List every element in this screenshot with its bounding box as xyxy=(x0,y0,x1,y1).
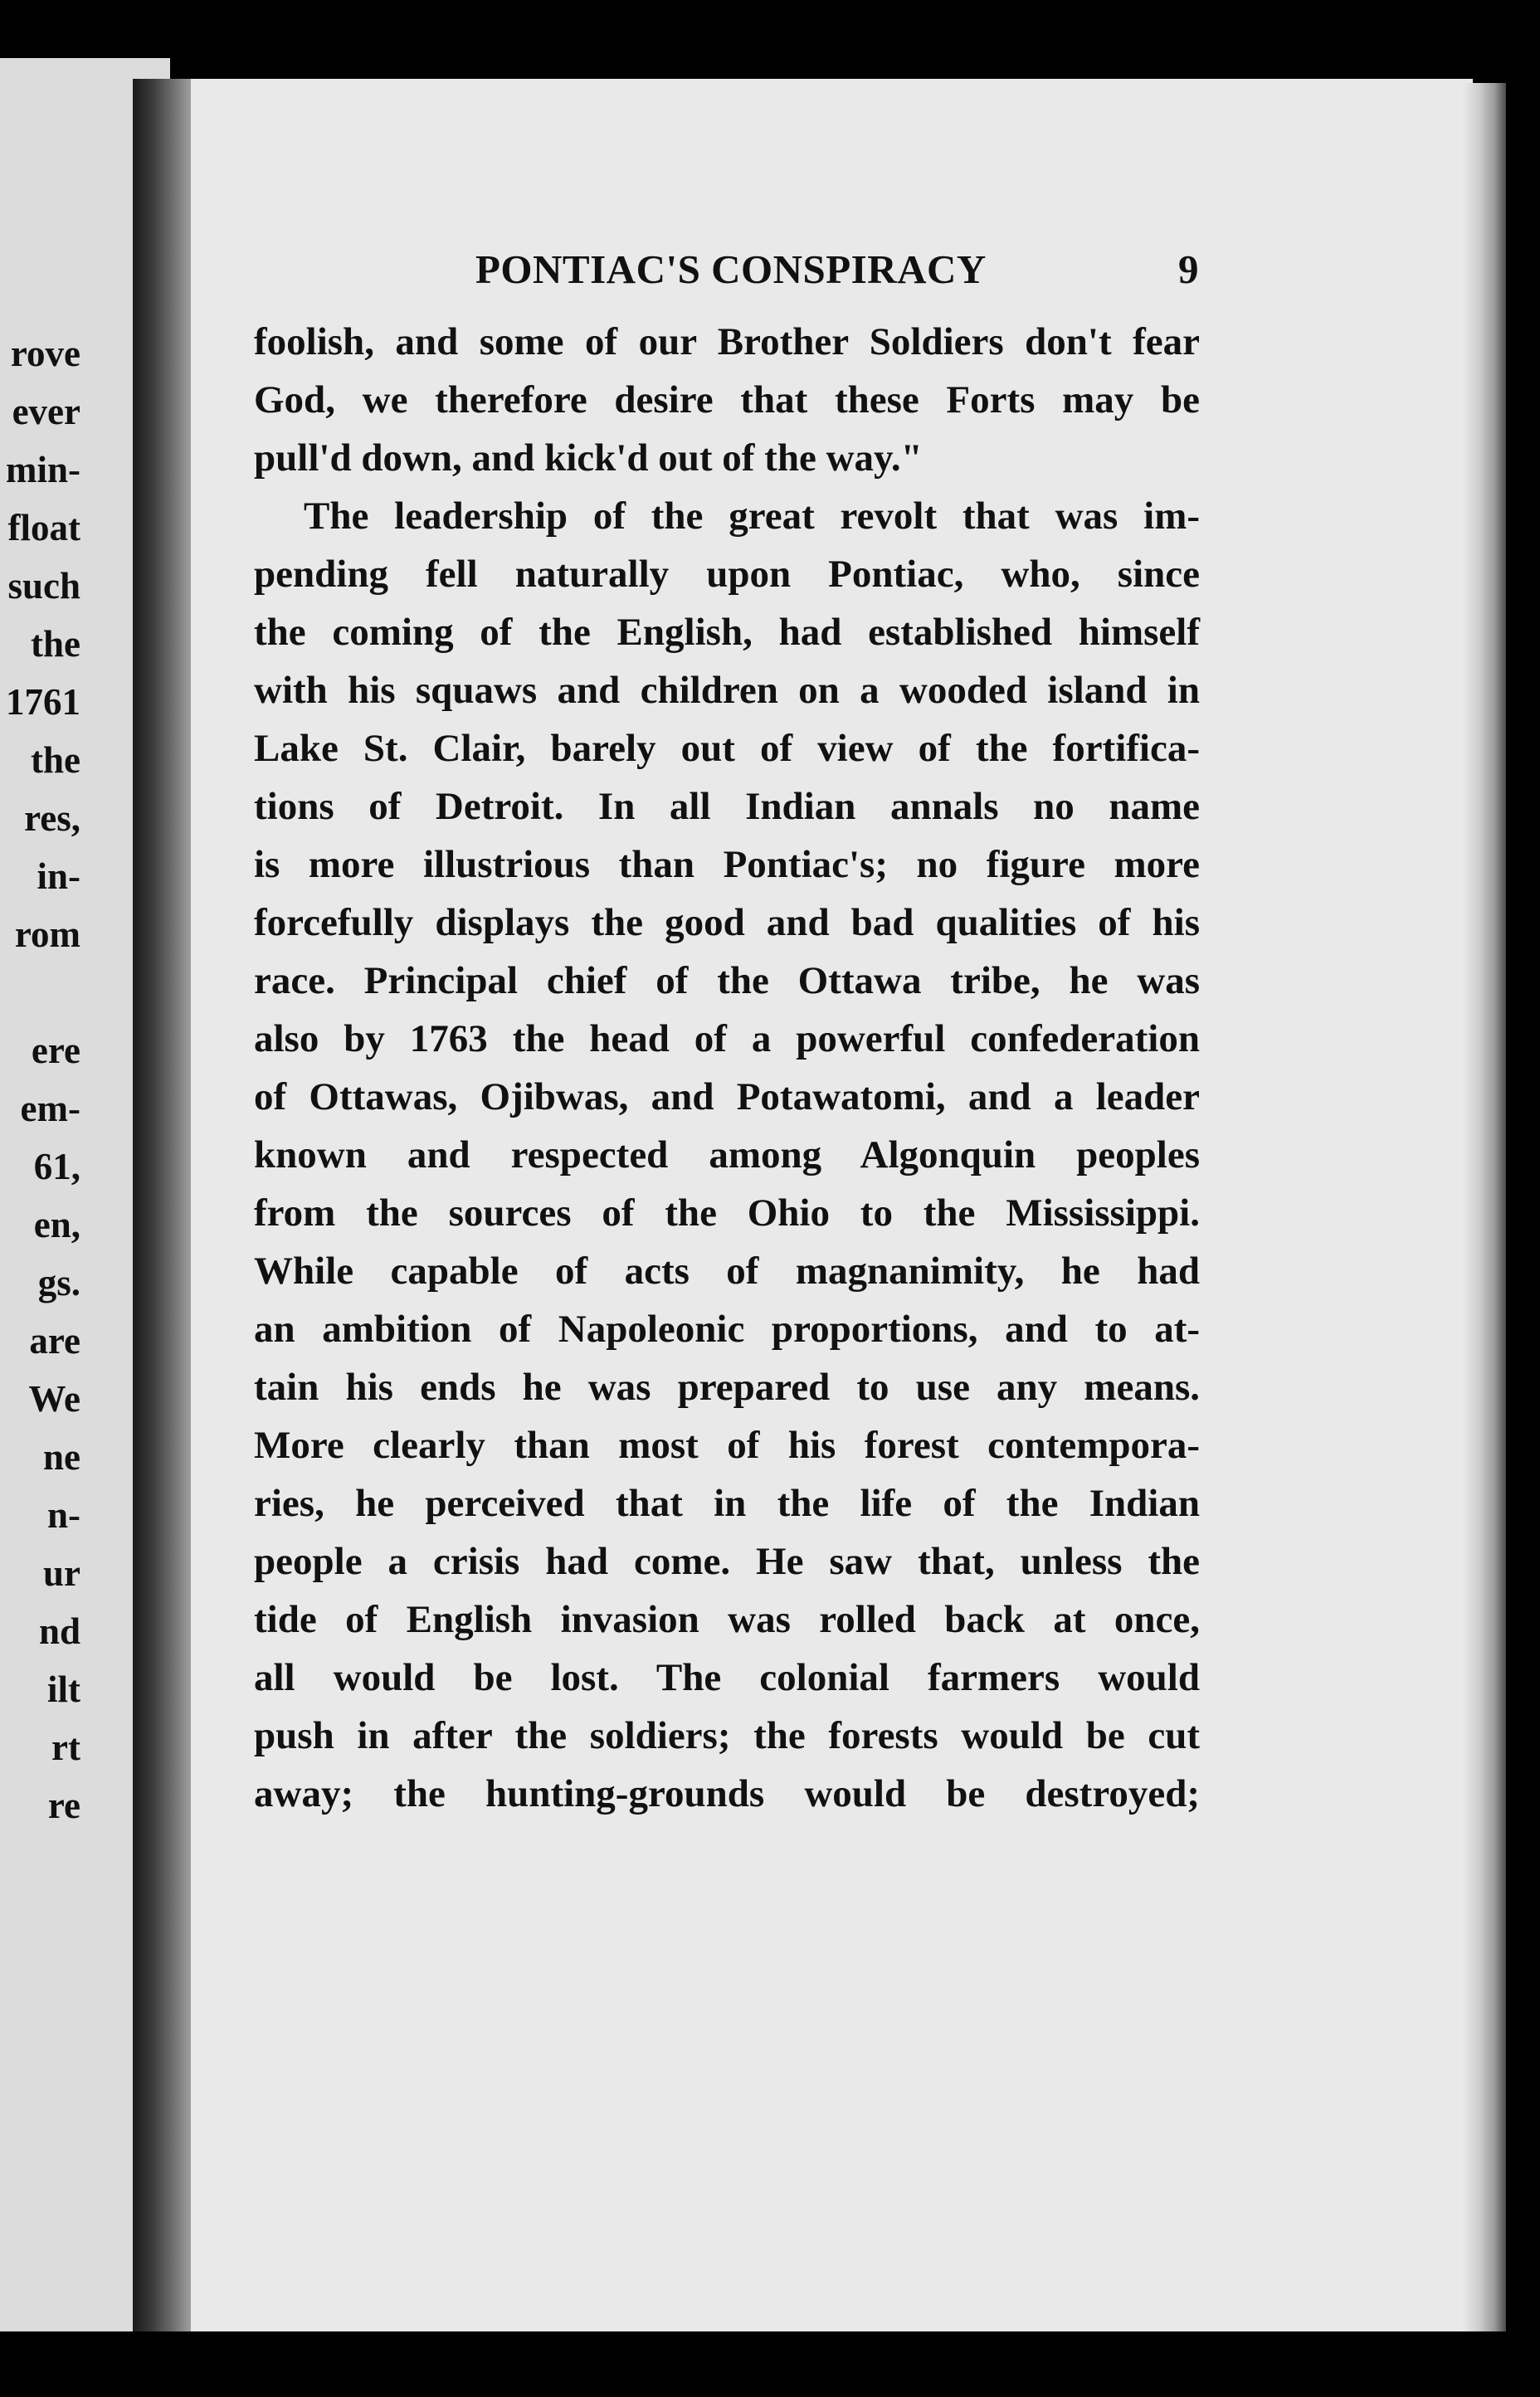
facing-page-line: en, xyxy=(33,1204,80,1245)
body-text-line: pending fell naturally upon Pontiac, who, since xyxy=(254,553,1200,596)
scan-border-bottom xyxy=(0,2331,1540,2397)
body-text-line: all would be lost. The colonial farmers would xyxy=(254,1656,1200,1699)
facing-page-line: ilt xyxy=(47,1669,80,1710)
body-text-line: The leadership of the great revolt that was im- xyxy=(304,495,1200,538)
body-text-line: While capable of acts of magnanimity, he had xyxy=(254,1250,1200,1293)
body-text-line: God, we therefore desire that these Forts may be xyxy=(254,378,1200,421)
facing-page-line: the xyxy=(31,623,80,665)
facing-page-line: We xyxy=(28,1378,80,1420)
body-text-line: known and respected among Algonquin peoples xyxy=(254,1133,1200,1177)
scan-border-top xyxy=(0,0,1540,79)
page-number: 9 xyxy=(1178,246,1199,292)
facing-page-line: float xyxy=(7,507,80,548)
facing-page-line: are xyxy=(29,1320,80,1362)
facing-page-line: such xyxy=(7,565,80,607)
body-text-line: More clearly than most of his forest contempora- xyxy=(254,1424,1200,1467)
facing-page-line: the xyxy=(31,739,80,781)
facing-page-line: 61, xyxy=(33,1146,80,1187)
facing-page-line: n- xyxy=(46,1494,80,1536)
facing-page-line: rt xyxy=(51,1727,80,1768)
body-text-line: people a crisis had come. He saw that, unless the xyxy=(254,1540,1200,1583)
facing-page-line: em- xyxy=(20,1088,80,1129)
body-text-line: an ambition of Napoleonic proportions, and to at- xyxy=(254,1308,1200,1351)
body-text-line: also by 1763 the head of a powerful confederation xyxy=(254,1017,1200,1060)
running-head: PONTIAC'S CONSPIRACY xyxy=(475,246,987,292)
facing-page-line: 1761 xyxy=(6,681,80,723)
body-text-line: tide of English invasion was rolled back at once, xyxy=(254,1598,1200,1641)
body-text-line: of Ottawas, Ojibwas, and Potawatomi, and a leader xyxy=(254,1075,1200,1118)
facing-page-line: res, xyxy=(24,797,80,839)
facing-page-line: rove xyxy=(10,333,80,374)
body-text-line: with his squaws and children on a wooded island in xyxy=(254,669,1200,712)
facing-page-line: nd xyxy=(38,1610,80,1652)
body-text-line: race. Principal chief of the Ottawa tribe, he was xyxy=(254,959,1200,1002)
facing-page-line: in- xyxy=(37,855,80,897)
body-text-line: the coming of the English, had established himself xyxy=(254,611,1200,654)
body-text-line: tain his ends he was prepared to use any means. xyxy=(254,1366,1200,1409)
facing-page-line: rom xyxy=(14,913,80,955)
body-text-line: foolish, and some of our Brother Soldiers don't fear xyxy=(254,320,1200,363)
facing-page-line: ere xyxy=(31,1030,80,1071)
body-text-line: push in after the soldiers; the forests would be cut xyxy=(254,1714,1200,1757)
facing-page-line: re xyxy=(47,1785,80,1826)
scan-border-right xyxy=(1506,79,1540,2397)
body-text-line: away; the hunting-grounds would be destroyed; xyxy=(254,1772,1200,1815)
body-text-line: Lake St. Clair, barely out of view of the fortifica- xyxy=(254,727,1200,770)
page-edge xyxy=(1460,83,1506,2331)
facing-page-line: ur xyxy=(43,1552,80,1594)
body-text-line: is more illustrious than Pontiac's; no figure more xyxy=(254,843,1200,886)
facing-page-line: ever xyxy=(12,391,80,432)
facing-page-line: min- xyxy=(6,449,80,490)
body-text-line: tions of Detroit. In all Indian annals no name xyxy=(254,785,1200,828)
facing-page-line: ne xyxy=(43,1436,80,1478)
facing-page-line: gs. xyxy=(37,1262,80,1303)
body-text-line: ries, he perceived that in the life of the Indian xyxy=(254,1482,1200,1525)
body-text-line: from the sources of the Ohio to the Mississippi. xyxy=(254,1191,1200,1235)
body-text-line: pull'd down, and kick'd out of the way." xyxy=(254,436,923,480)
body-text-line: forcefully displays the good and bad qualities of his xyxy=(254,901,1200,944)
